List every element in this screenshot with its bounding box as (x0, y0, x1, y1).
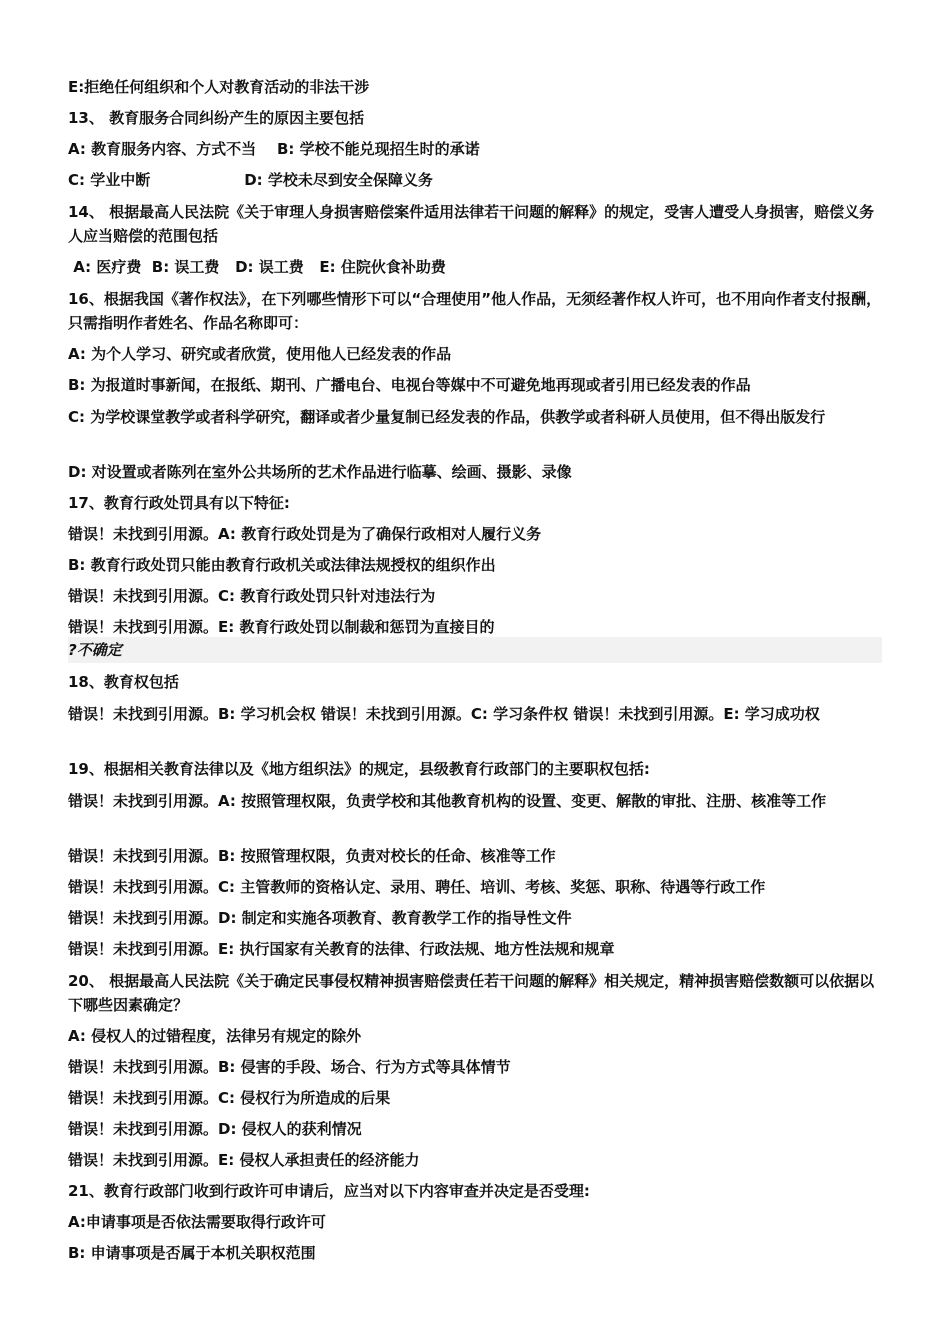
text-line: B: 为报道时事新闻，在报纸、期刊、广播电台、电视台等媒中不可避免地再现或者引用已经发表的作品 (68, 376, 751, 394)
question-17: 17、教育行政处罚具有以下特征: (68, 494, 290, 512)
text-line: 错误！未找到引用源。B: 按照管理权限，负责对校长的任命、核准等工作 (68, 847, 556, 865)
text-line: 错误！未找到引用源。B: 侵害的手段、场合、行为方式等具体情节 (68, 1058, 511, 1076)
text-line: 错误！未找到引用源。A: 按照管理权限，负责学校和其他教育机构的设置、变更、解散的审批、注册、核准等工作 (68, 792, 827, 810)
text-line: 错误！未找到引用源。C: 主管教师的资格认定、录用、聘任、培训、考核、奖惩、职称、待遇等行政工作 (68, 878, 766, 896)
text-line: 错误！未找到引用源。D: 侵权人的获利情况 (68, 1120, 362, 1138)
text-line: B: 申请事项是否属于本机关职权范围 (68, 1244, 316, 1262)
uncertain-note: ?不确定 (68, 641, 122, 659)
text-line: 错误！未找到引用源。D: 制定和实施各项教育、教育教学工作的指导性文件 (68, 909, 572, 927)
text-line: D: 对设置或者陈列在室外公共场所的艺术作品进行临摹、绘画、摄影、录像 (68, 463, 572, 481)
text-line: 错误！未找到引用源。C: 教育行政处罚只针对违法行为 (68, 587, 436, 605)
text-line: 错误！未找到引用源。A: 教育行政处罚是为了确保行政相对人履行义务 (68, 525, 542, 543)
text-line: C: 为学校课堂教学或者科学研究，翻译或者少量复制已经发表的作品，供教学或者科研人员使用，但不得出版发行 (68, 408, 826, 426)
text-line: A: 侵权人的过错程度，法律另有规定的除外 (68, 1027, 362, 1045)
question-14: 14、 根据最高人民法院《关于审理人身损害赔偿案件适用法律若干问题的解释》的规定，受害人遭受人身损害，赔偿义务人应当赔偿的范围包括 (68, 203, 875, 245)
question-20: 20、 根据最高人民法院《关于确定民事侵权精神损害赔偿责任若干问题的解释》相关规定，精神损害赔偿数额可以依据以下哪些因素确定？ (68, 972, 875, 1014)
text-line: B: 教育行政处罚只能由教育行政机关或法律法规授权的组织作出 (68, 556, 496, 574)
text-line: A: 医疗费 B: 误工费 D: 误工费 E: 住院伙食补助费 (68, 258, 446, 276)
text-line: 错误！未找到引用源。B: 学习机会权 错误！未找到引用源。C: 学习条件权 错误！未找到引用源。E: 学习成功权 (68, 705, 820, 723)
text-line: 错误！未找到引用源。E: 侵权人承担责任的经济能力 (68, 1151, 420, 1169)
text-line: E:拒绝任何组织和个人对教育活动的非法干涉 (68, 78, 370, 96)
text-line: 错误！未找到引用源。C: 侵权行为所造成的后果 (68, 1089, 391, 1107)
question-13: 13、 教育服务合同纠纷产生的原因主要包括 (68, 109, 365, 127)
text-line: A: 教育服务内容、方式不当 B: 学校不能兑现招生时的承诺 (68, 140, 480, 158)
question-18: 18、教育权包括 (68, 673, 179, 691)
text-line: A: 为个人学习、研究或者欣赏，使用他人已经发表的作品 (68, 345, 452, 363)
question-21: 21、教育行政部门收到行政许可申请后，应当对以下内容审查并决定是否受理: (68, 1182, 590, 1200)
text-line: 错误！未找到引用源。E: 教育行政处罚以制裁和惩罚为直接目的 (68, 618, 495, 636)
text-line: C: 学业中断 D: 学校未尽到安全保障义务 (68, 171, 433, 189)
question-19: 19、根据相关教育法律以及《地方组织法》的规定，县级教育行政部门的主要职权包括: (68, 760, 650, 778)
text-line: 错误！未找到引用源。E: 执行国家有关教育的法律、行政法规、地方性法规和规章 (68, 940, 615, 958)
text-line: A:申请事项是否依法需要取得行政许可 (68, 1213, 326, 1231)
question-16: 16、根据我国《著作权法》，在下列哪些情形下可以“合理使用”他人作品，无须经著作权人许可，也不用向作者支付报酬，只需指明作者姓名、作品名称即可： (68, 290, 882, 332)
